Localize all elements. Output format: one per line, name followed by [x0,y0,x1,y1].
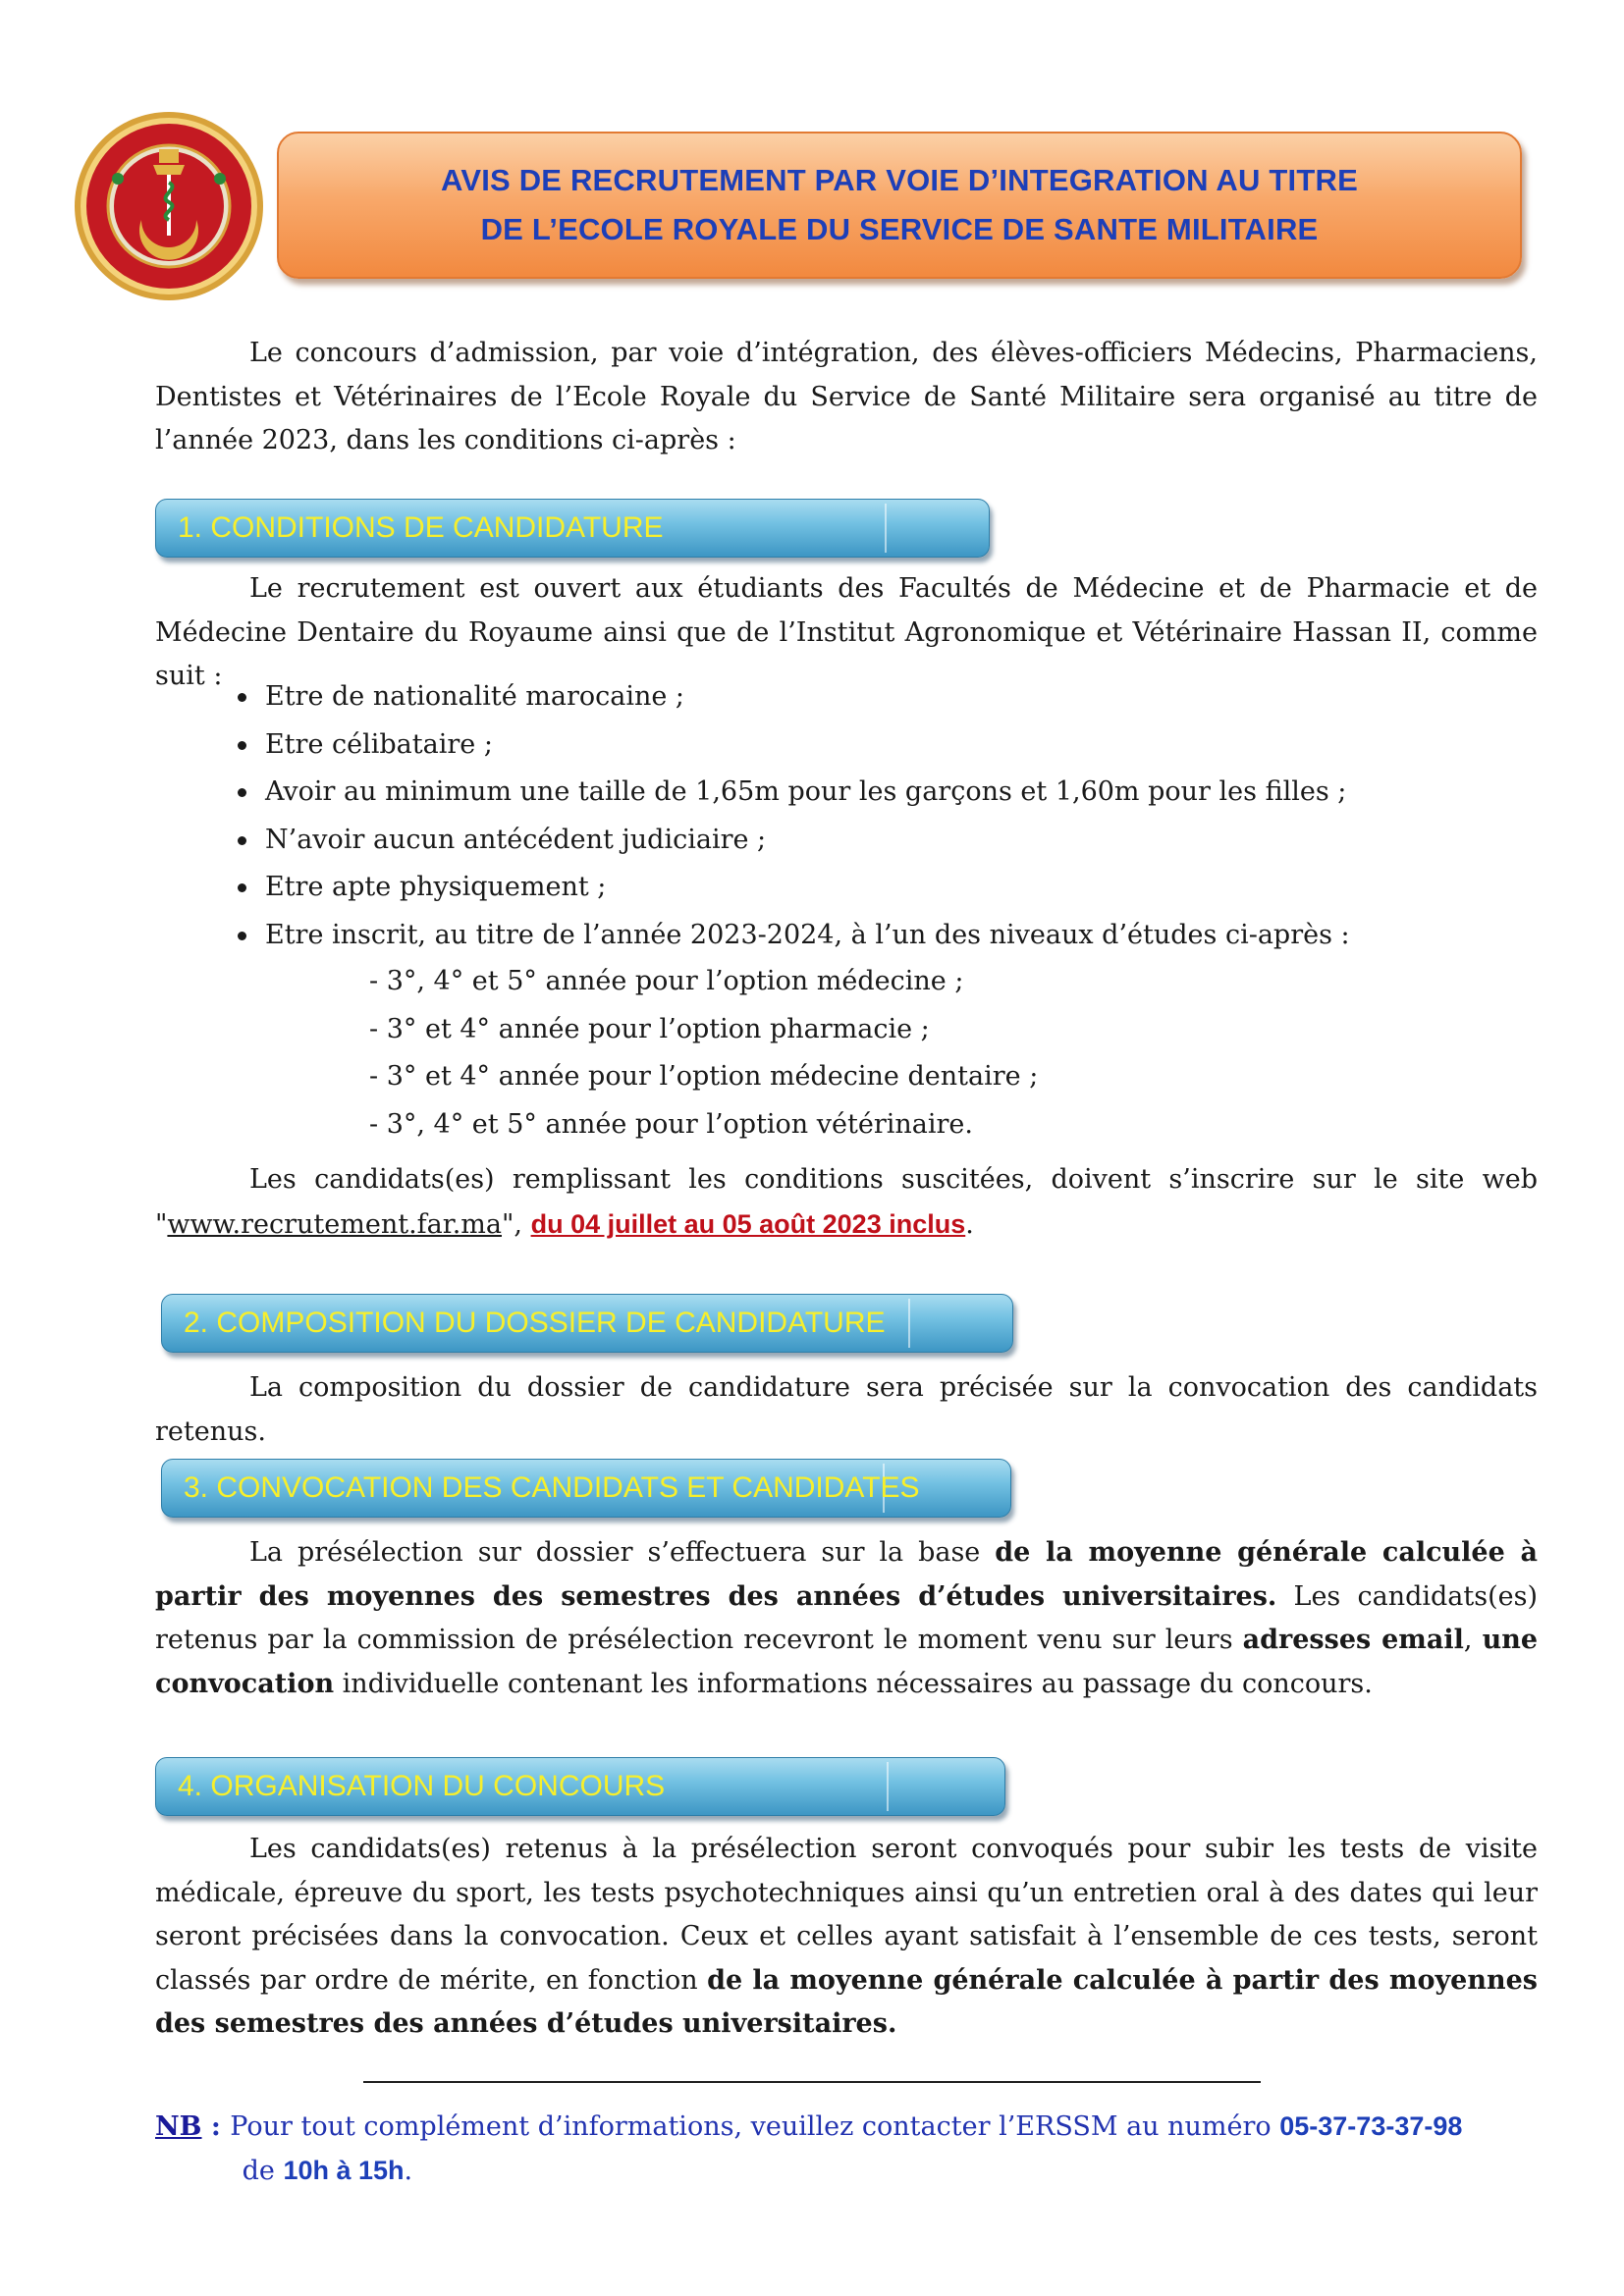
bullet-icon [238,788,246,797]
registration-paragraph: Les candidats(es) remplissant les conditions suscitées, doivent s’inscrire sur le site web "www.recrutement.far.ma", du 04 juillet au 05 août 2023 inclus. [155,1164,1538,1240]
intro-paragraph: Le concours d’admission, par voie d’intégration, des élèves-officiers Médecins, Pharmaciens, Dentistes et Vétérinaires de l’Ecole Royale du Service de Santé Militaire sera organisé au titre de l’année 2023, dans les conditions ci-après : [155,338,1538,455]
list-item: - 3°, 4° et 5° année pour l’option vétérinaire. [369,1108,973,1140]
section3-paragraph: La présélection sur dossier s’effectuera sur la base de la moyenne générale calculée à partir des moyennes des semestres des années d’études universitaires. Les candidats(es) retenus par la commission de présélection recevront le moment venu sur leurs adresses email, une convocation individuelle contenant les informations nécessaires au passage du concours. [155,1537,1539,1699]
bullet-icon [238,693,246,702]
section-heading-dossier [161,1294,1013,1353]
separator-rule [363,2081,1261,2083]
section-heading-label: 4. ORGANISATION DU CONCOURS [178,1770,666,1802]
heading-divider [887,1762,889,1811]
list-item: Etre de nationalité marocaine ; [265,673,1350,721]
section-heading-label: 2. COMPOSITION DU DOSSIER DE CANDIDATURE [184,1307,886,1339]
section-heading-convocation [161,1459,1011,1518]
section-heading-label: 1. CONDITIONS DE CANDIDATURE [178,511,664,544]
study-levels-list [369,958,1038,1148]
section-heading-organisation [155,1757,1005,1816]
heading-divider [908,1299,910,1348]
contact-phone: 05-37-73-37-98 [1279,2111,1463,2141]
title-line-2: DE L’ECOLE ROYALE DU SERVICE DE SANTE MILITAIRE [480,212,1319,246]
contact-hours: 10h à 15h [283,2156,405,2185]
list-item: - 3° et 4° année pour l’option médecine dentaire ; [369,1061,1039,1092]
list-item: Etre inscrit, au titre de l’année 2023-2024, à l’un des niveaux d’études ci-après : [265,912,1350,960]
section2-paragraph: La composition du dossier de candidature sera précisée sur la convocation des candidats retenus. [155,1372,1538,1447]
bullet-icon [238,836,246,845]
registration-website-link[interactable]: www.recrutement.far.ma [167,1208,502,1240]
section-heading-conditions [155,499,990,558]
section-heading-label: 3. CONVOCATION DES CANDIDATS ET CANDIDATES [184,1471,920,1504]
bullet-icon [238,932,246,940]
heading-divider [885,504,887,553]
title-line-1: AVIS DE RECRUTEMENT PAR VOIE D’INTEGRATION AU TITRE [441,163,1358,197]
section4-paragraph: Les candidats(es) retenus à la présélection seront convoqués pour subir les tests de visite médicale, épreuve du sport, les tests psychotechniques ainsi qu’un entretien oral à des dates qui leur seront précisées dans la convocation. Ceux et celles ayant satisfait à l’ensemble de ces tests, seront classés par ordre de mérite, en fonction de la moyenne générale calculée à partir des moyennes des semestres des années d’études universitaires. [155,1834,1538,2039]
list-item: Etre apte physiquement ; [265,864,1350,912]
list-item: Avoir au minimum une taille de 1,65m pour les garçons et 1,60m pour les filles ; [265,769,1350,817]
bullet-icon [238,741,246,750]
conditions-bullet-list [265,673,1350,959]
list-item: - 3° et 4° année pour l’option pharmacie ; [369,1013,930,1044]
contact-note: NB : Pour tout complément d’informations, veuillez contacter l’ERSSM au numéro 05-37-73-37-98 de 10h à 15h. [155,2111,1463,2186]
school-logo-emblem [71,110,267,302]
announcement-title-box [277,132,1522,279]
section1-paragraph: Le recrutement est ouvert aux étudiants des Facultés de Médecine et de Pharmacie et de Médecine Dentaire du Royaume ainsi que de l’Institut Agronomique et Vétérinaire Hassan II, comme suit : [155,573,1538,691]
list-item: N’avoir aucun antécédent judiciaire ; [265,817,1350,865]
list-item: - 3°, 4° et 5° année pour l’option médecine ; [369,966,964,996]
list-item: Etre célibataire ; [265,721,1350,770]
note-label: NB [155,2111,202,2142]
registration-dates: du 04 juillet au 05 août 2023 inclus [530,1208,966,1239]
bullet-icon [238,883,246,892]
